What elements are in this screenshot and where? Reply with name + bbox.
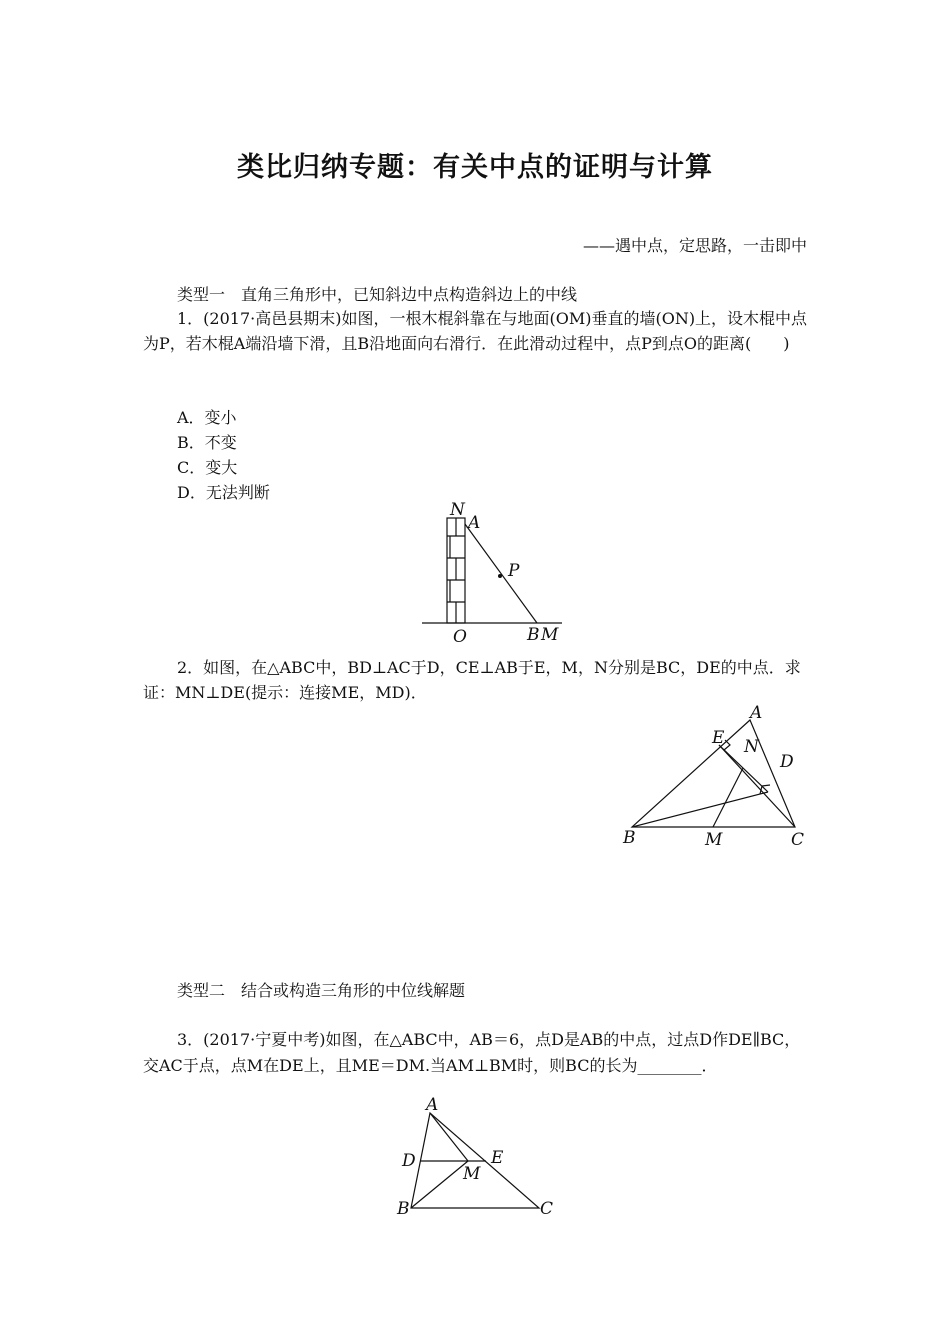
figure-3-triangle (395, 1095, 565, 1220)
section-heading-1: 类型一 直角三角形中，已知斜边中点构造斜边上的中线 (177, 285, 578, 304)
label-e: E (491, 1148, 504, 1168)
label-d: D (402, 1151, 416, 1171)
stick-ab (465, 524, 537, 623)
label-b: B (527, 625, 540, 645)
label-n: N (744, 737, 759, 757)
choice-d: D．无法判断 (177, 483, 270, 502)
segment-am (430, 1113, 468, 1161)
label-m: M (463, 1164, 481, 1184)
choice-a: A．变小 (177, 408, 237, 427)
question-2-text: 2．如图，在△ABC中，BD⊥AC于D，CE⊥AB于E，M，N分别是BC，DE的中点．求证：MN⊥DE(提示：连接ME，MD)． (143, 658, 801, 702)
label-c: C (540, 1199, 554, 1219)
figure-2-triangle (615, 695, 815, 855)
label-d: D (780, 752, 794, 772)
label-a: A (750, 703, 763, 723)
choice-c: C．变大 (177, 458, 238, 477)
question-3-text: 3．(2017·宁夏中考)如图，在△ABC中，AB＝6，点D是AB的中点，过点D作DE∥BC，交AC于点，点M在DE上，且ME＝DM.当AM⊥BM时，则BC的长为________． (143, 1030, 801, 1075)
choice-b: B．不变 (177, 433, 237, 452)
question-1-text: 1．(2017·高邑县期末)如图，一根木棍斜靠在与地面(OM)垂直的墙(ON)上，设木棍中点为P，若木棍A端沿墙下滑，且B沿地面向右滑行．在此滑动过程中，点P到点O的距离( ) (143, 309, 808, 353)
label-o: O (453, 627, 467, 647)
label-e: E (712, 728, 725, 748)
label-a: A (426, 1095, 439, 1115)
label-m: M (705, 830, 723, 850)
figure-1-ladder (410, 500, 580, 648)
section-heading-2: 类型二 结合或构造三角形的中位线解题 (177, 981, 466, 1000)
label-c: C (791, 830, 805, 850)
segment-bd (632, 792, 768, 827)
point-p (498, 574, 502, 578)
label-m: M (541, 625, 559, 645)
label-p: P (508, 561, 520, 581)
page-title: 类比归纳专题：有关中点的证明与计算 (237, 152, 713, 183)
segment-mn (713, 768, 743, 827)
label-b: B (623, 828, 636, 848)
label-a: A (468, 513, 481, 533)
right-angle-e (724, 740, 730, 750)
label-b: B (397, 1199, 410, 1219)
subtitle: ——遇中点，定思路，一击即中 (582, 236, 807, 255)
label-n: N (450, 500, 465, 520)
